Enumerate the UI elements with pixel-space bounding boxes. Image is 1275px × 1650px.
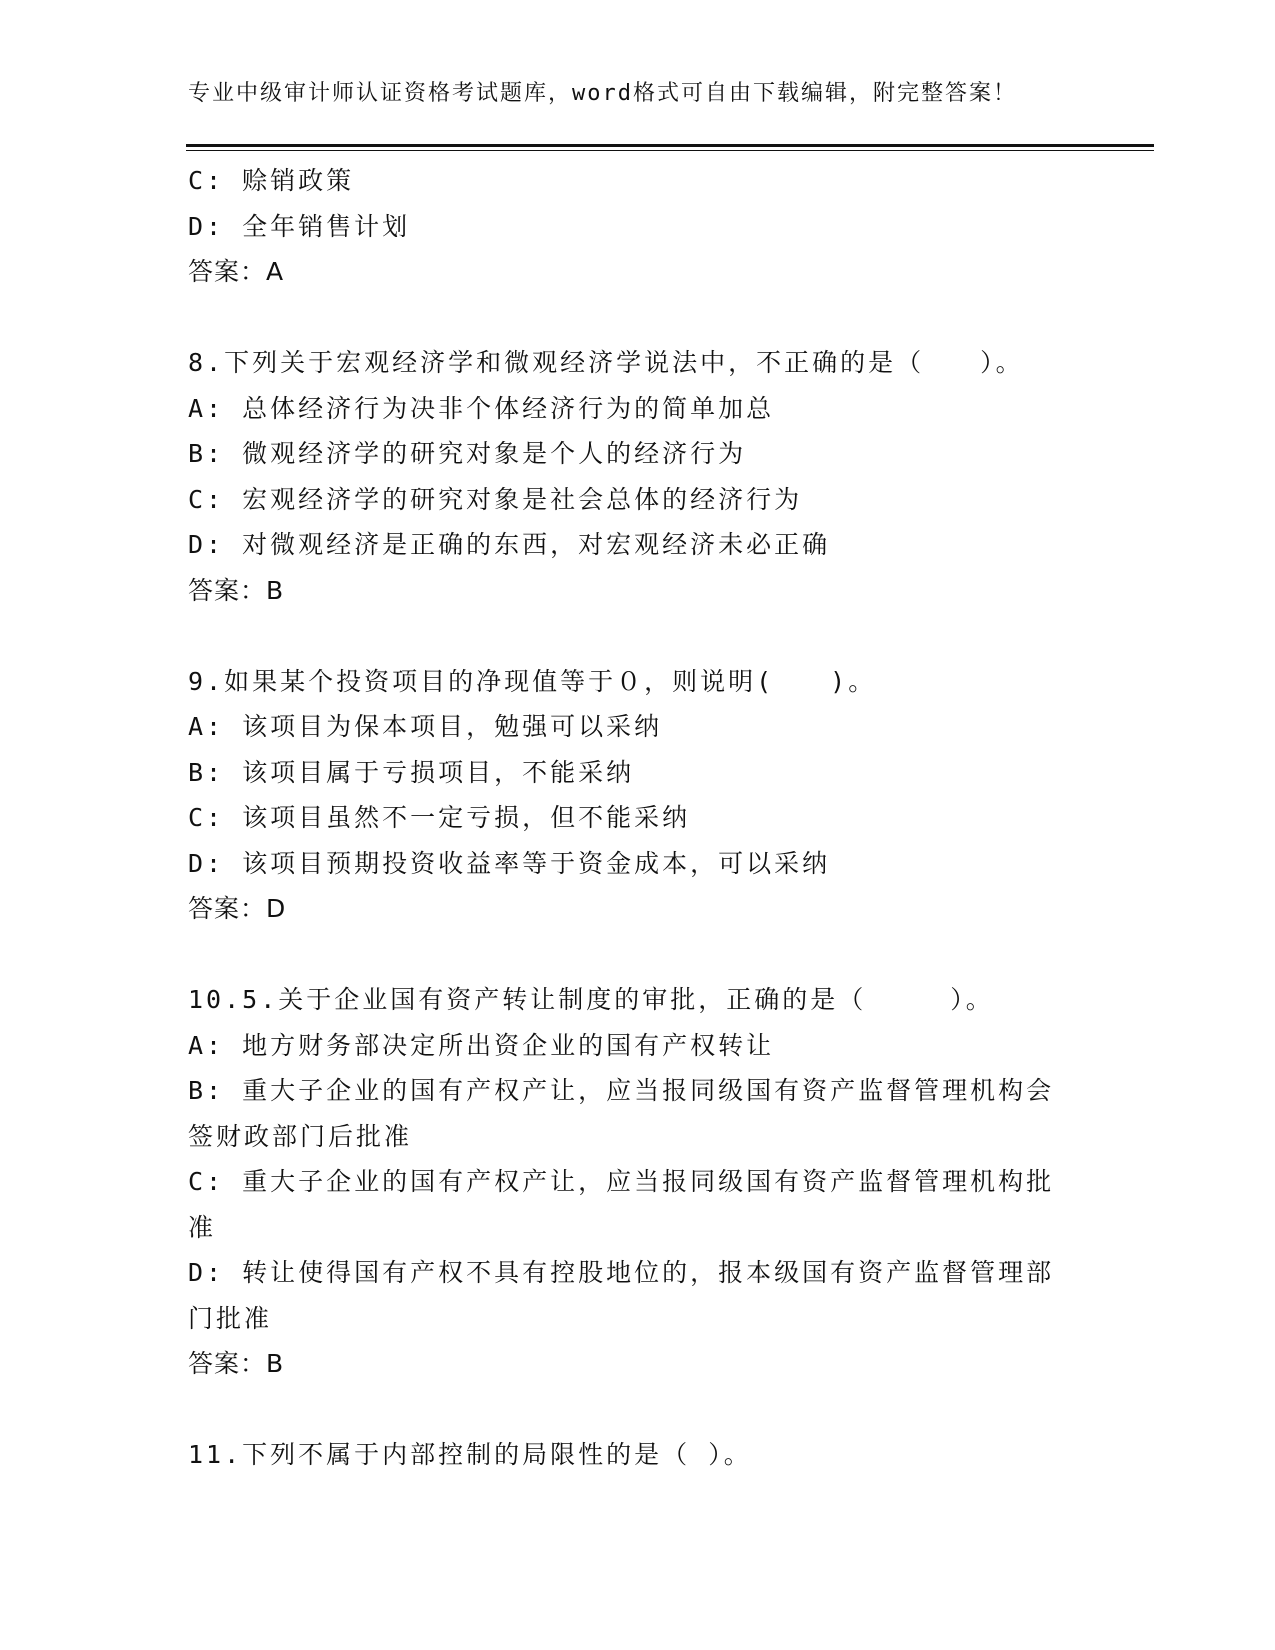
spacer <box>188 295 1088 341</box>
q9-option-c: C: 该项目虽然不一定亏损，但不能采纳 <box>188 803 691 832</box>
q9-option-a: A: 该项目为保本项目，勉强可以采纳 <box>188 712 663 741</box>
q10-option-b-line2: 签财政部门后批准 <box>188 1121 413 1151</box>
q7-option-d: D: 全年销售计划 <box>188 211 411 241</box>
q10-option-a: A: 地方财务部决定所出资企业的国有产权转让 <box>188 1030 775 1060</box>
spacer <box>188 932 1088 978</box>
q10-answer: 答案：B <box>188 1349 285 1378</box>
q8-stem: 8.下列关于宏观经济学和微观经济学说法中，不正确的是（ ）。 <box>188 348 1024 377</box>
spacer <box>188 1387 1088 1433</box>
q9-option-b: B: 该项目属于亏损项目，不能采纳 <box>188 757 635 787</box>
q9-option-d: D: 该项目预期投资收益率等于资金成本，可以采纳 <box>188 848 831 878</box>
q10-option-b-line1: B: 重大子企业的国有产权产让，应当报同级国有资产监督管理机构会 <box>188 1076 1055 1105</box>
q7-answer: 答案：A <box>188 257 285 286</box>
q10-option-d-line2: 门批准 <box>188 1303 273 1333</box>
header-rule-thin <box>186 150 1154 151</box>
q10-stem: 10.5.关于企业国有资产转让制度的审批，正确的是（ ）。 <box>188 985 994 1014</box>
q10-option-c-line1: C: 重大子企业的国有产权产让，应当报同级国有资产监督管理机构批 <box>188 1167 1055 1196</box>
q7-option-c: C: 赊销政策 <box>188 166 355 195</box>
page-header: 专业中级审计师认证资格考试题库，word格式可自由下载编辑，附完整答案！ <box>188 81 1017 106</box>
q8-answer: 答案：B <box>188 575 285 605</box>
question-content <box>188 158 1088 1478</box>
q8-option-b: B: 微观经济学的研究对象是个人的经济行为 <box>188 439 747 468</box>
spacer <box>188 613 1088 659</box>
q11-stem: 11.下列不属于内部控制的局限性的是（ ）。 <box>188 1440 752 1469</box>
q9-stem: 9.如果某个投资项目的净现值等于０，则说明( )。 <box>188 666 877 696</box>
q9-answer: 答案：D <box>188 894 287 923</box>
q10-option-d-line1: D: 转让使得国有产权不具有控股地位的，报本级国有资产监督管理部 <box>188 1258 1055 1287</box>
q8-option-a: A: 总体经济行为决非个体经济行为的简单加总 <box>188 393 775 423</box>
q10-option-c-line2: 准 <box>188 1212 217 1242</box>
q8-option-d: D: 对微观经济是正确的东西，对宏观经济未必正确 <box>188 530 831 559</box>
q8-option-c: C: 宏观经济学的研究对象是社会总体的经济行为 <box>188 484 803 514</box>
header-rule-thick <box>186 144 1154 147</box>
